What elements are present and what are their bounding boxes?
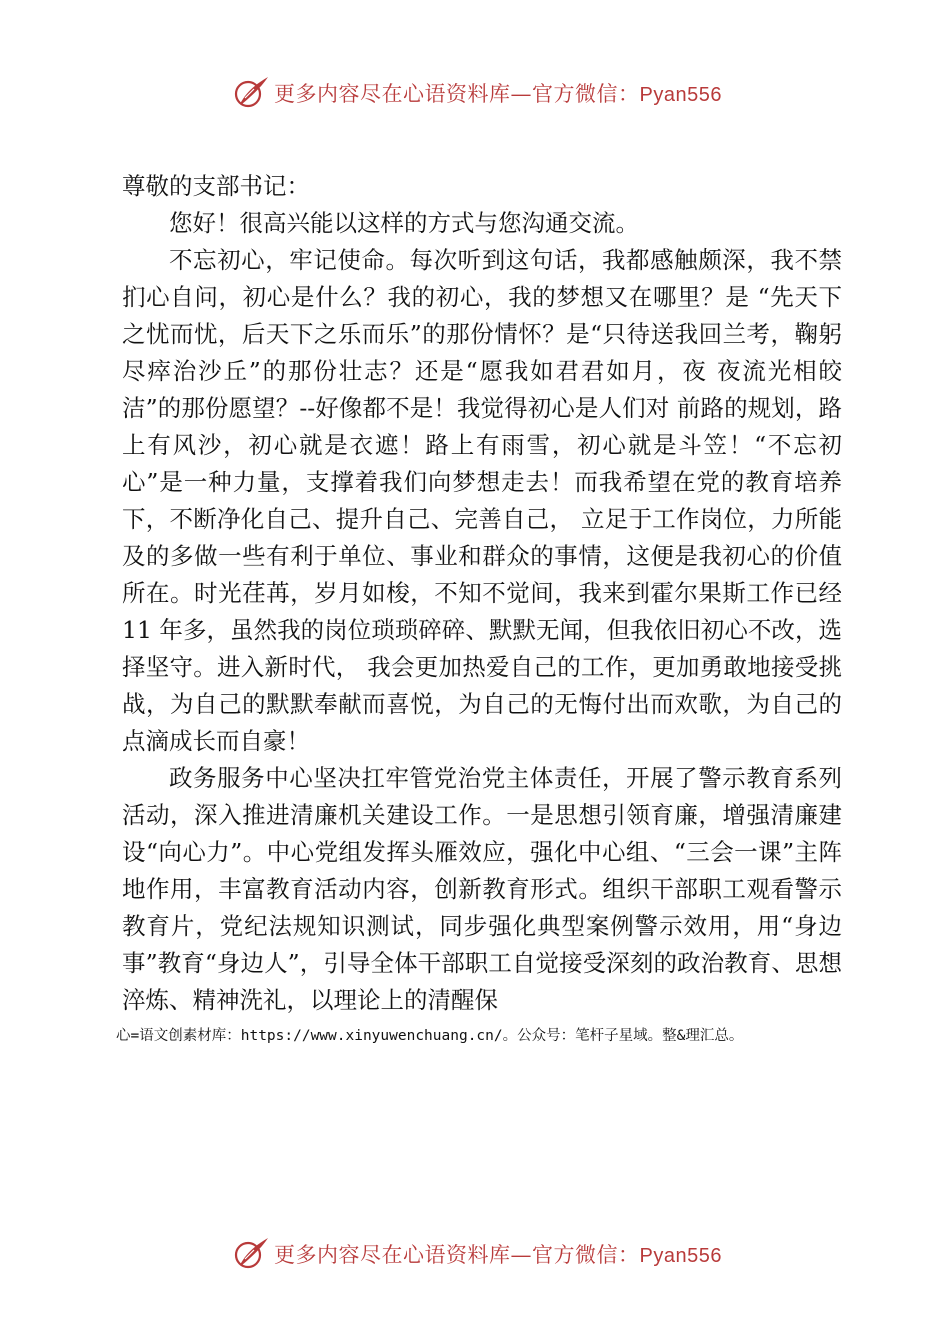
paragraph-clean-government: 政务服务中心坚决扛牢管党治党主体责任，开展了警示教育系列活动，深入推进清廉机关建设工作。一是思想引领育廉，增强清廉建设“向心力”。中心党组发挥头雁效应，强化中心组、“三会一课”主阵地作用，丰富教育活动内容，创新教育形式。组织干部职工观看警示教育片，党纪法规知识测试，同步强化典型案例警示效用，用“身边事”教育“身边人”，引导全体干部职工自觉接受深刻的政治教育、思想淬炼、精神洗礼，以理论上的清醒保 bbox=[122, 764, 842, 1014]
letter-body bbox=[122, 168, 842, 1019]
wechat-id: Pyan556 bbox=[639, 84, 722, 106]
salutation: 尊敬的支部书记： bbox=[122, 172, 310, 200]
paragraph-greeting: 您好！很高兴能以这样的方式与您沟通交流。 bbox=[169, 209, 639, 237]
source-note: 心=语文创素材库：https://www.xinyuwenchuang.cn/。公众号：笔杆子星域。整&理汇总。 bbox=[116, 1028, 744, 1044]
quill-logo-icon bbox=[232, 74, 270, 110]
wechat-id: Pyan556 bbox=[639, 1245, 722, 1267]
quill-logo-icon bbox=[232, 1235, 270, 1271]
banner-text: 更多内容尽在心语资料库—官方微信：Pyan556 bbox=[274, 1243, 722, 1267]
header-banner bbox=[0, 72, 950, 112]
footer-banner bbox=[0, 1233, 950, 1273]
banner-text: 更多内容尽在心语资料库—官方微信：Pyan556 bbox=[274, 82, 722, 106]
paragraph-original-aspiration: 不忘初心，牢记使命。每次听到这句话，我都感触颇深，我不禁扪心自问，初心是什么？我的初心，我的梦想又在哪里？是 “先天下之忧而忧，后天下之乐而乐”的那份情怀？是“只待送我回兰考，鞠躬尽瘁治沙丘”的那份壮志？还是“愿我如君君如月，夜 夜流光相皎洁”的那份愿望？--好像都不是！我觉得初心是人们对 前路的规划，路上有风沙，初心就是衣遮！路上有雨雪，初心就是斗笠！“不忘初心”是一种力量，支撑着我们向梦想走去！而我希望在党的教育培养下，不断净化自己、提升自己、完善自己， 立足于工作岗位，力所能及的多做一些有利于单位、事业和群众的事情，这便是我初心的价值所在。时光荏苒，岁月如梭，不知不觉间，我来到霍尔果斯工作已经 11 年多，虽然我的岗位琐琐碎碎、默默无闻，但我依旧初心不改，选择坚守。进入新时代， 我会更加热爱自己的工作，更加勇敢地接受挑战，为自己的默默奉献而喜悦，为自己的无悔付出而欢歌，为自己的点滴成长而自豪！ bbox=[122, 246, 842, 755]
